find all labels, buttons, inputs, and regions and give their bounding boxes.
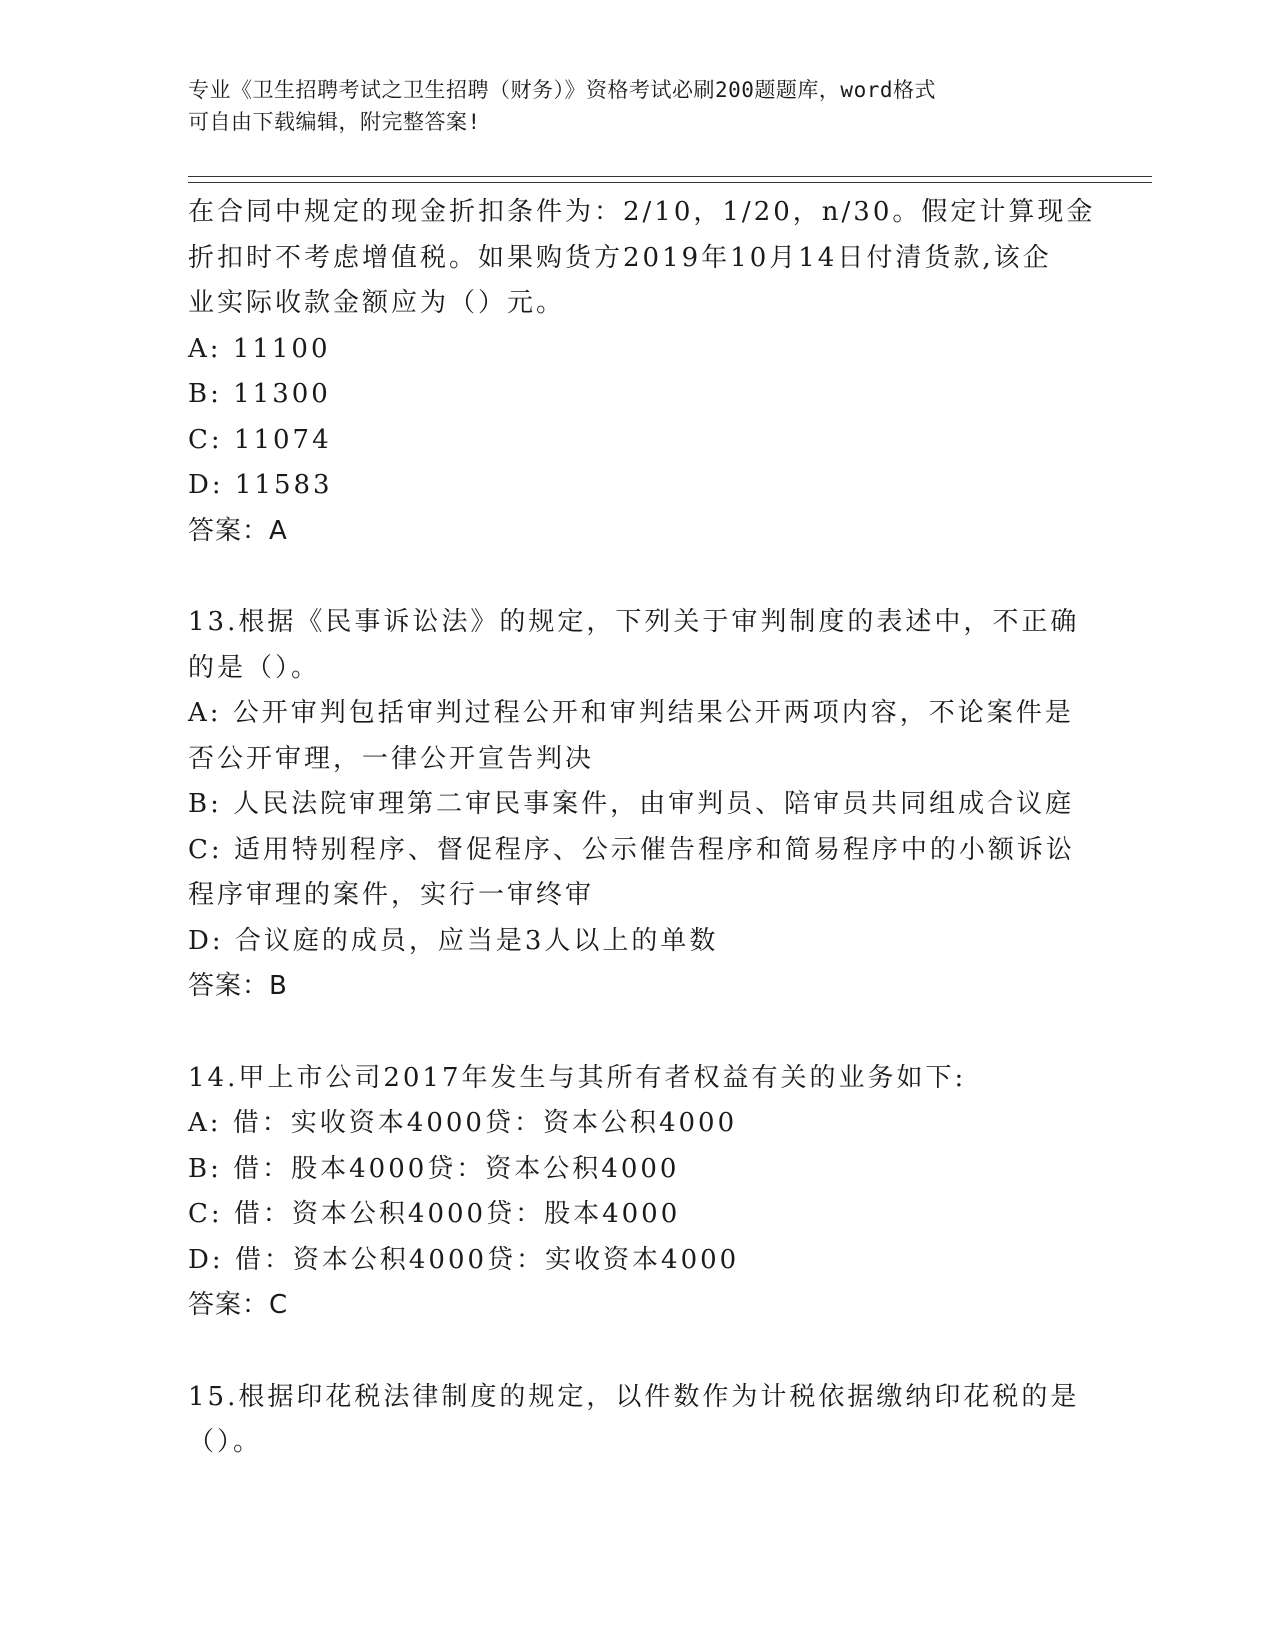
option-d: D: 借：资本公积4000贷：实收资本4000	[188, 1244, 740, 1275]
question-text-line: （）。	[188, 1427, 263, 1457]
question-text-line: 业实际收款金额应为（）元。	[188, 288, 566, 318]
header-divider-top	[188, 176, 1152, 177]
option-d: D: 合议庭的成员，应当是3人以上的单数	[188, 925, 719, 956]
question-14	[188, 1056, 1088, 1329]
option-d: D: 11583	[188, 470, 333, 500]
option-b: B: 人民法院审理第二审民事案件，由审判员、陪审员共同组成合议庭	[188, 789, 1075, 819]
question-12	[188, 190, 1096, 554]
option-b: B: 11300	[188, 379, 331, 409]
question-15	[188, 1375, 1088, 1466]
question-text-line: 的是（）。	[188, 652, 321, 683]
document-header	[188, 74, 1088, 138]
question-text-line: 15.根据印花税法律制度的规定，以件数作为计税依据缴纳印花税的是	[188, 1381, 1080, 1412]
question-13	[188, 600, 1088, 1010]
answer-line: 答案：A	[188, 515, 288, 546]
spacer	[188, 1329, 1088, 1375]
question-text-line: 折扣时不考虑增值税。如果购货方2019年10月14日付清货款,该企	[188, 242, 1052, 273]
document-body	[188, 190, 1096, 1466]
question-text-line: 在合同中规定的现金折扣条件为：2/10，1/20，n/30。假定计算现金	[188, 197, 1096, 227]
option-c: C: 借：资本公积4000贷：股本4000	[188, 1199, 681, 1229]
option-c-continued: 程序审理的案件，实行一审终审	[188, 880, 595, 910]
question-text-line: 14.甲上市公司2017年发生与其所有者权益有关的业务如下:	[188, 1062, 967, 1093]
option-c: C: 11074	[188, 424, 332, 455]
option-a-continued: 否公开审理，一律公开宣告判决	[188, 743, 595, 774]
question-text-line: 13.根据《民事诉讼法》的规定，下列关于审判制度的表述中，不正确	[188, 607, 1080, 637]
option-b: B: 借：股本4000贷：资本公积4000	[188, 1153, 680, 1184]
option-a: A: 公开审判包括审判过程公开和审判结果公开两项内容，不论案件是	[188, 698, 1074, 728]
option-a: A: 借：实收资本4000贷：资本公积4000	[188, 1108, 738, 1138]
answer-line: 答案：C	[188, 1290, 289, 1320]
option-a: A: 11100	[188, 333, 331, 364]
header-line-2: 可自由下载编辑，附完整答案!	[188, 110, 481, 134]
header-line-1: 专业《卫生招聘考试之卫生招聘（财务）》资格考试必刷200题题库，word格式	[188, 78, 936, 102]
spacer	[188, 554, 1088, 600]
spacer	[188, 1010, 1088, 1056]
answer-line: 答案：B	[188, 971, 288, 1001]
header-divider-bottom	[188, 182, 1152, 183]
option-c: C: 适用特别程序、督促程序、公示催告程序和简易程序中的小额诉讼	[188, 834, 1075, 865]
